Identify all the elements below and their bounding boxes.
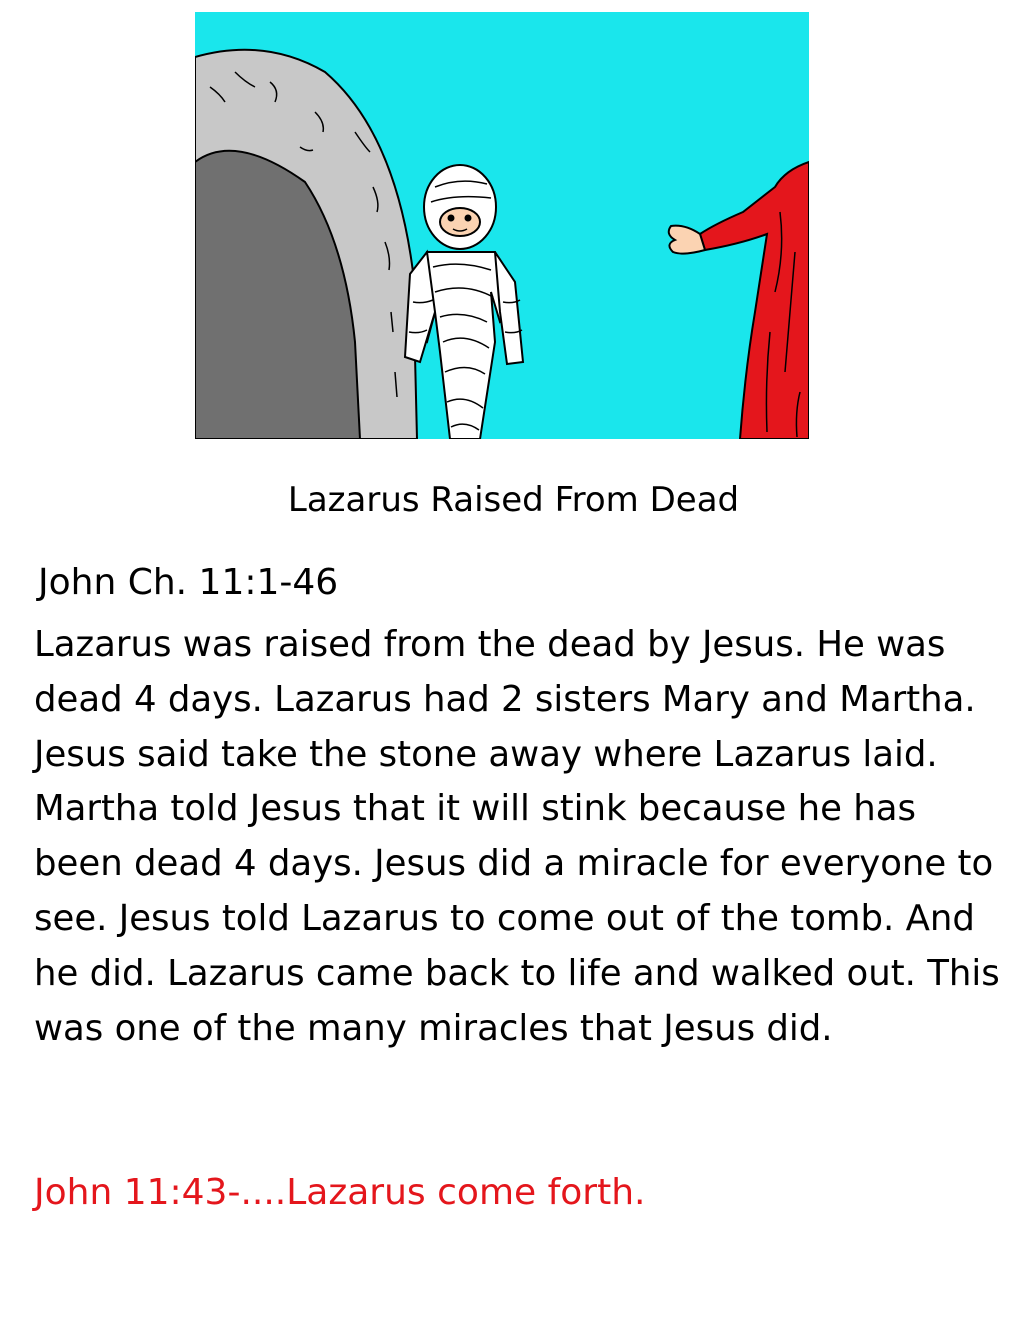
story-paragraph: Lazarus was raised from the dead by Jesus. He was dead 4 days. Lazarus had 2 sisters Mary and Martha. Jesus said take the stone away where Lazarus laid. Martha told Jesus that it will stink because he has been dead 4 days. Jesus did a miracle for everyone to see. Jesus told Lazarus to come out of the tomb. And he did. Lazarus came back to life and walked out. This was one of the many miracles that Jesus did. bbox=[34, 624, 1000, 1049]
lazarus-illustration bbox=[195, 12, 809, 439]
key-verse: John 11:43-....Lazarus come forth. bbox=[34, 1172, 646, 1213]
page-title: Lazarus Raised From Dead bbox=[287, 480, 740, 520]
scripture-reference: John Ch. 11:1-46 bbox=[38, 562, 339, 603]
